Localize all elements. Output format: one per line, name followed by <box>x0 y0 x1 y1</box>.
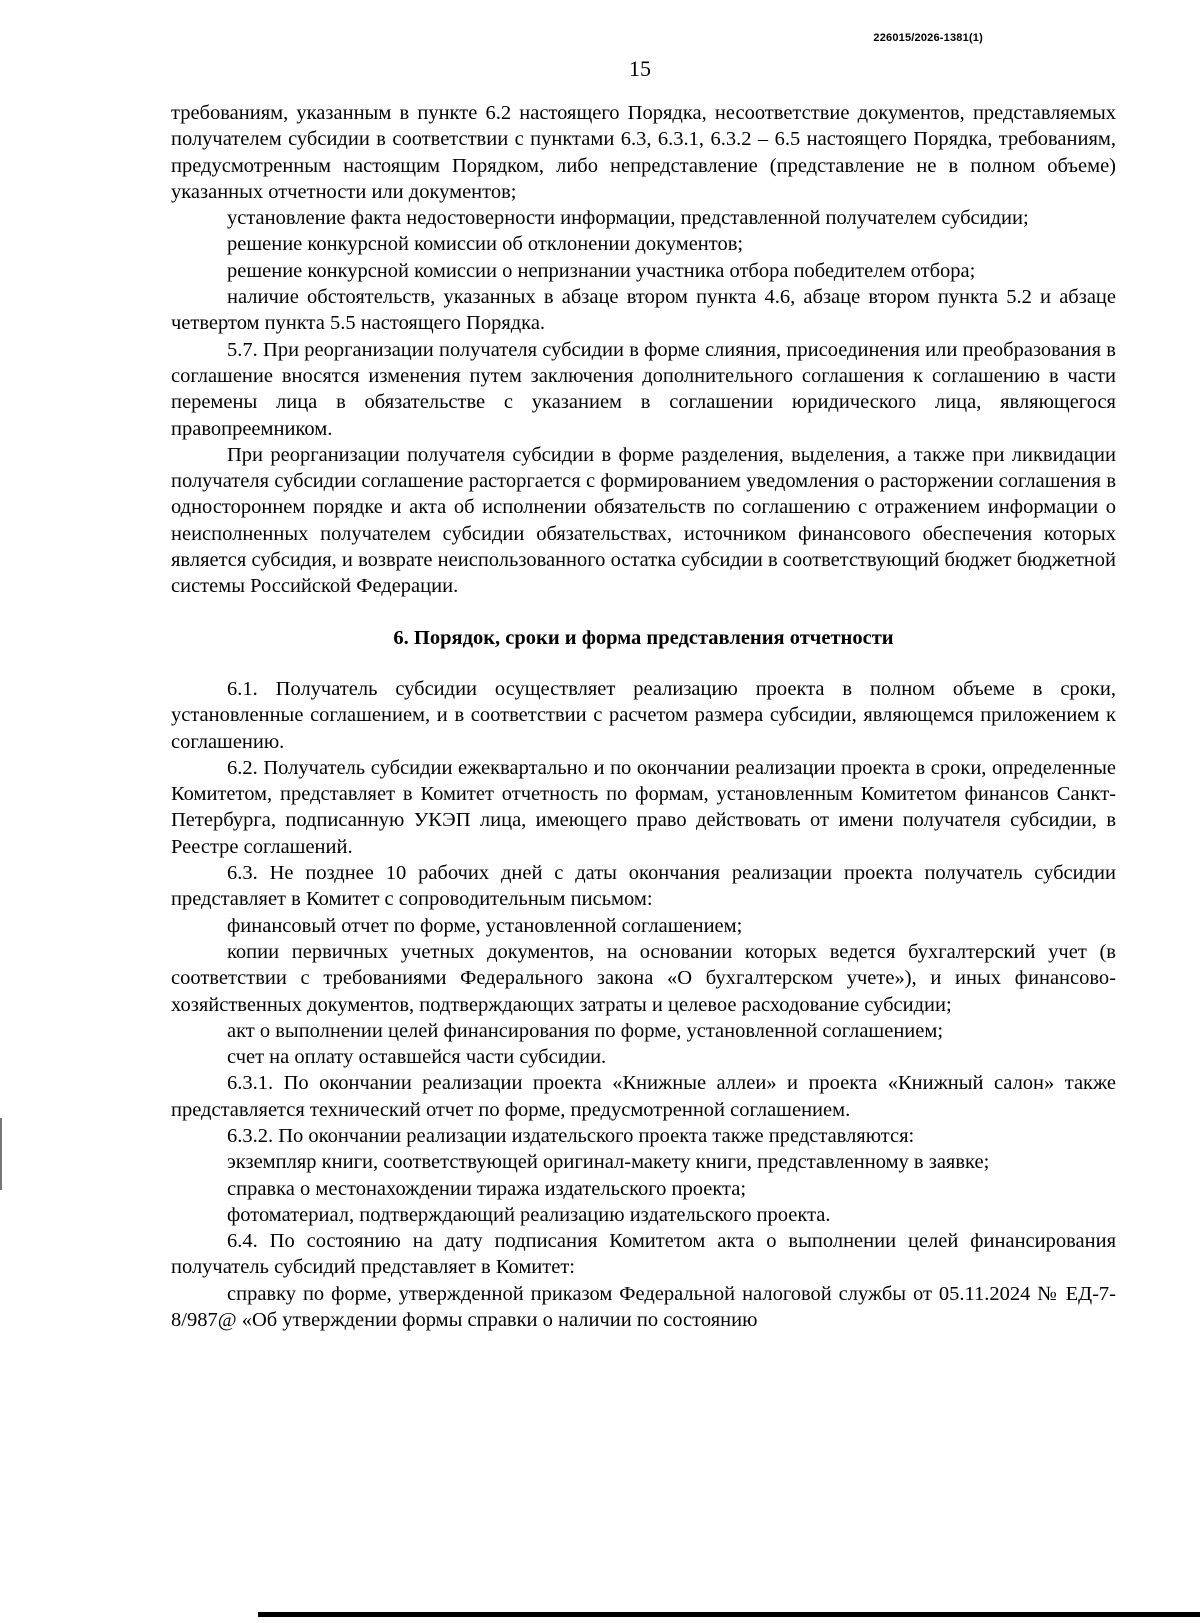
document-body <box>171 100 1116 1333</box>
scan-artifact-bottom-line <box>258 1612 1200 1617</box>
paragraph: справку по форме, утвержденной приказом Федеральной налоговой службы от 05.11.2024 № ЕД-7-8/987@ «Об утверждении формы справки о наличии по состоянию <box>171 1282 1116 1332</box>
paragraph: фотоматериал, подтверждающий реализацию издательского проекта. <box>227 1203 831 1226</box>
paragraph: 6.1. Получатель субсидии осуществляет реализацию проекта в полном объеме в сроки, установленные соглашением, и в соответствии с расчетом размера субсидии, являющемся приложением к соглашению. <box>171 677 1116 753</box>
document-id: 226015/2026-1381(1) <box>873 32 983 44</box>
paragraph: справка о местонахождении тиража издательского проекта; <box>227 1177 747 1200</box>
paragraph: 5.7. При реорганизации получателя субсидии в форме слияния, присоединения или преобразования в соглашение вносятся изменения путем заключения дополнительного соглашения к соглашению в части перемены лица в обязательстве с указанием в соглашении юридического лица, являющегося правопреемником. <box>171 338 1116 440</box>
paragraph: акт о выполнении целей финансирования по форме, установленной соглашением; <box>227 1019 944 1042</box>
paragraphs-after-heading <box>171 676 1116 1333</box>
paragraph: требованиям, указанным в пункте 6.2 настоящего Порядка, несоответствие документов, представляемых получателем субсидии в соответствии с пунктами 6.3, 6.3.1, 6.3.2 – 6.5 настоящего Порядка, требованиям, предусмотренным настоящим Порядком, либо непредставление (представление не в полном объеме) указанных отчетности или документов; <box>171 102 1116 203</box>
paragraph: финансовый отчет по форме, установленной соглашением; <box>227 914 743 937</box>
paragraph: 6.4. По состоянию на дату подписания Комитетом акта о выполнении целей финансирования получатель субсидий представляет в Комитет: <box>171 1230 1116 1279</box>
paragraphs-before-heading <box>171 100 1116 600</box>
paragraph: копии первичных учетных документов, на основании которых ведется бухгалтерский учет (в соответствии с требованиями Федерального закона «О бухгалтерском учете»), и иных финансово-хозяйственных документов, подтверждающих затраты и целевое расходование субсидии; <box>171 940 1116 1016</box>
paragraph: экземпляр книги, соответствующей оригинал-макету книги, представленному в заявке; <box>227 1151 990 1174</box>
paragraph: решение конкурсной комиссии об отклонении документов; <box>227 233 744 256</box>
paragraph: счет на оплату оставшейся части субсидии. <box>227 1046 607 1069</box>
section-heading: 6. Порядок, сроки и форма представления отчетности <box>393 626 894 649</box>
paragraph: 6.3.2. По окончании реализации издательского проекта также представляются: <box>227 1124 915 1147</box>
paragraph: 6.3.1. По окончании реализации проекта «Книжные аллеи» и проекта «Книжный салон» также представляется технический отчет по форме, предусмотренной соглашением. <box>171 1072 1116 1121</box>
paragraph: решение конкурсной комиссии о непризнании участника отбора победителем отбора; <box>227 259 976 282</box>
paragraph: наличие обстоятельств, указанных в абзаце втором пункта 4.6, абзаце втором пункта 5.2 и абзаце четвертом пункта 5.5 настоящего Порядка. <box>171 286 1116 335</box>
page-number: 15 <box>629 56 651 81</box>
paragraph: При реорганизации получателя субсидии в форме разделения, выделения, а также при ликвидации получателя субсидии соглашение расторгается с формированием уведомления о расторжении соглашения в одностороннем порядке и акта об исполнении обязательств по соглашению с отражением информации о неисполненных получателем субсидии обязательствах, источником финансового обеспечения которых является субсидия, и возврате неиспользованного остатка субсидии в соответствующий бюджет бюджетной системы Российской Федерации. <box>171 443 1116 598</box>
scan-artifact-left <box>0 1118 2 1190</box>
paragraph: 6.2. Получатель субсидии ежеквартально и по окончании реализации проекта в сроки, определенные Комитетом, представляет в Комитет отчетность по формам, установленным Комитетом финансов Санкт-Петербурга, подписанную УКЭП лица, имеющего право действовать от имени получателя субсидии, в Реестре соглашений. <box>171 756 1116 858</box>
paragraph: установление факта недостоверности информации, представленной получателем субсидии; <box>227 207 1029 230</box>
paragraph: 6.3. Не позднее 10 рабочих дней с даты окончания реализации проекта получатель субсидии представляет в Комитет с сопроводительным письмом: <box>171 862 1116 911</box>
